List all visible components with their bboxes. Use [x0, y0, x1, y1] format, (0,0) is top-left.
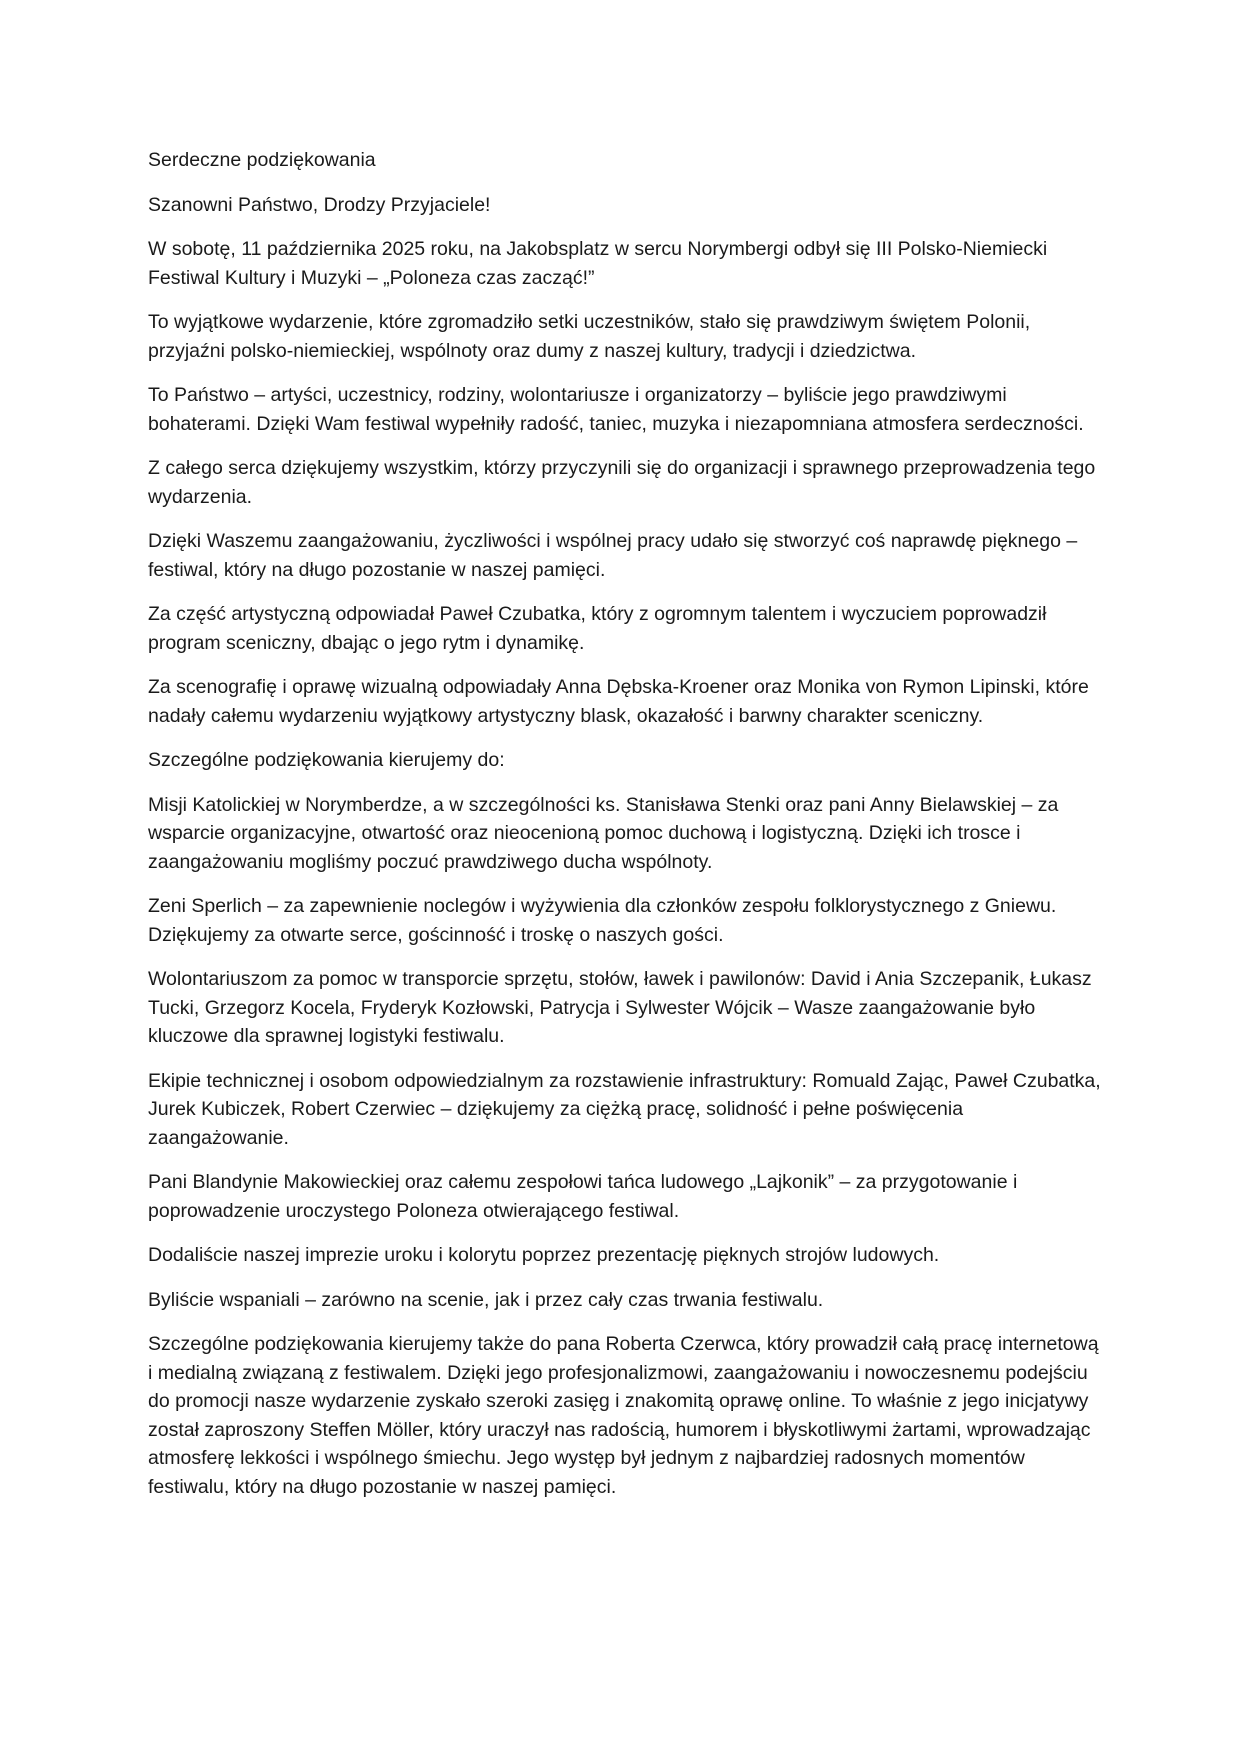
paragraph-event-description: To wyjątkowe wydarzenie, które zgromadziło setki uczestników, stało się prawdziwym świętem Polonii, przyjaźni polsko-niemieckiej, wspólnoty oraz dumy z naszej kultury, tradycji i dziedzictwa.	[148, 311, 1031, 362]
paragraph-technical-team: Ekipie technicznej i osobom odpowiedzialnym za rozstawienie infrastruktury: Romuald Zając, Paweł Czubatka, Jurek Kubiczek, Robert Czerwiec – dziękujemy za ciężką pracę, solidność i pełne poświęcenia zaangażowanie.	[148, 1069, 1101, 1149]
document-body	[148, 146, 1103, 1517]
paragraph-zeni-sperlich: Zeni Sperlich – za zapewnienie noclegów i wyżywienia dla członków zespołu folklorystycznego z Gniewu. Dziękujemy za otwarte serce, gościnność i troskę o naszych gości.	[148, 895, 1057, 946]
paragraph-heroes: To Państwo – artyści, uczestnicy, rodziny, wolontariusze i organizatorzy – byliście jego prawdziwymi bohaterami. Dzięki Wam festiwal wypełniły radość, taniec, muzyka i niezapomniana atmosfera serdeczności.	[148, 384, 1084, 435]
paragraph-catholic-mission: Misji Katolickiej w Norymberdze, a w szczególności ks. Stanisława Stenki oraz pani Anny Bielawskiej – za wsparcie organizacyjne, otwartość oraz nieocenioną pomoc duchową i logistyczną. Dzięki ich trosce i zaangażowaniu mogliśmy poczuć prawdziwego ducha wspólnoty.	[148, 793, 1059, 873]
paragraph-robert-czerwiec: Szczególne podziękowania kierujemy także do pana Roberta Czerwca, który prowadził całą pracę internetową i medialną związaną z festiwalem. Dzięki jego profesjonalizmowi, zaangażowaniu i nowoczesnemu podejściu do promocji nasze wydarzenie zyskało szeroki zasięg i znakomitą oprawę online. To właśnie z jego inicjatywy został zaproszony Steffen Möller, który uraczył nas radością, humorem i błyskotliwymi żartami, wprowadzając atmosferę lekkości i wspólnego śmiechu. Jego występ był jednym z najbardziej radosnych momentów festiwalu, który na długo pozostanie w naszej pamięci.	[148, 1333, 1099, 1498]
greeting: Szanowni Państwo, Drodzy Przyjaciele!	[148, 193, 491, 216]
paragraph-scenography: Za scenografię i oprawę wizualną odpowiadały Anna Dębska-Kroener oraz Monika von Rymon Lipinski, które nadały całemu wydarzeniu wyjątkowy artystyczny blask, okazałość i barwny charakter sceniczny.	[148, 676, 1089, 727]
document-title: Serdeczne podziękowania	[148, 149, 376, 171]
paragraph-festival-intro: W sobotę, 11 października 2025 roku, na Jakobsplatz w sercu Norymbergi odbył się III Polsko-Niemiecki Festiwal Kultury i Muzyki – „Poloneza czas zacząć!”	[148, 238, 1048, 289]
paragraph-volunteers: Wolontariuszom za pomoc w transporcie sprzętu, stołów, ławek i pawilonów: David i Ania Szczepanik, Łukasz Tucki, Grzegorz Kocela, Fryderyk Kozłowski, Patrycja i Sylwester Wójcik – Wasze zaangażowanie było kluczowe dla sprawnej logistyki festiwalu.	[148, 968, 1092, 1047]
paragraph-special-thanks-intro: Szczególne podziękowania kierujemy do:	[148, 749, 505, 771]
paragraph-thanks-all: Z całego serca dziękujemy wszystkim, którzy przyczynili się do organizacji i sprawnego przeprowadzenia tego wydarzenia.	[148, 457, 1096, 508]
paragraph-costumes: Dodaliście naszej imprezie uroku i kolorytu poprzez prezentację pięknych strojów ludowych.	[148, 1244, 940, 1266]
paragraph-artistic-part: Za część artystyczną odpowiadał Paweł Czubatka, który z ogromnym talentem i wyczuciem poprowadził program sceniczny, dbając o jego rytm i dynamikę.	[148, 603, 1047, 654]
paragraph-engagement: Dzięki Waszemu zaangażowaniu, życzliwości i wspólnej pracy udało się stworzyć coś naprawdę pięknego – festiwal, który na długo pozostanie w naszej pamięci.	[148, 530, 1078, 581]
paragraph-wonderful: Byliście wspaniali – zarówno na scenie, jak i przez cały czas trwania festiwalu.	[148, 1288, 824, 1311]
paragraph-lajkonik: Pani Blandynie Makowieckiej oraz całemu zespołowi tańca ludowego „Lajkonik” – za przygotowanie i poprowadzenie uroczystego Poloneza otwierającego festiwal.	[148, 1171, 1018, 1222]
